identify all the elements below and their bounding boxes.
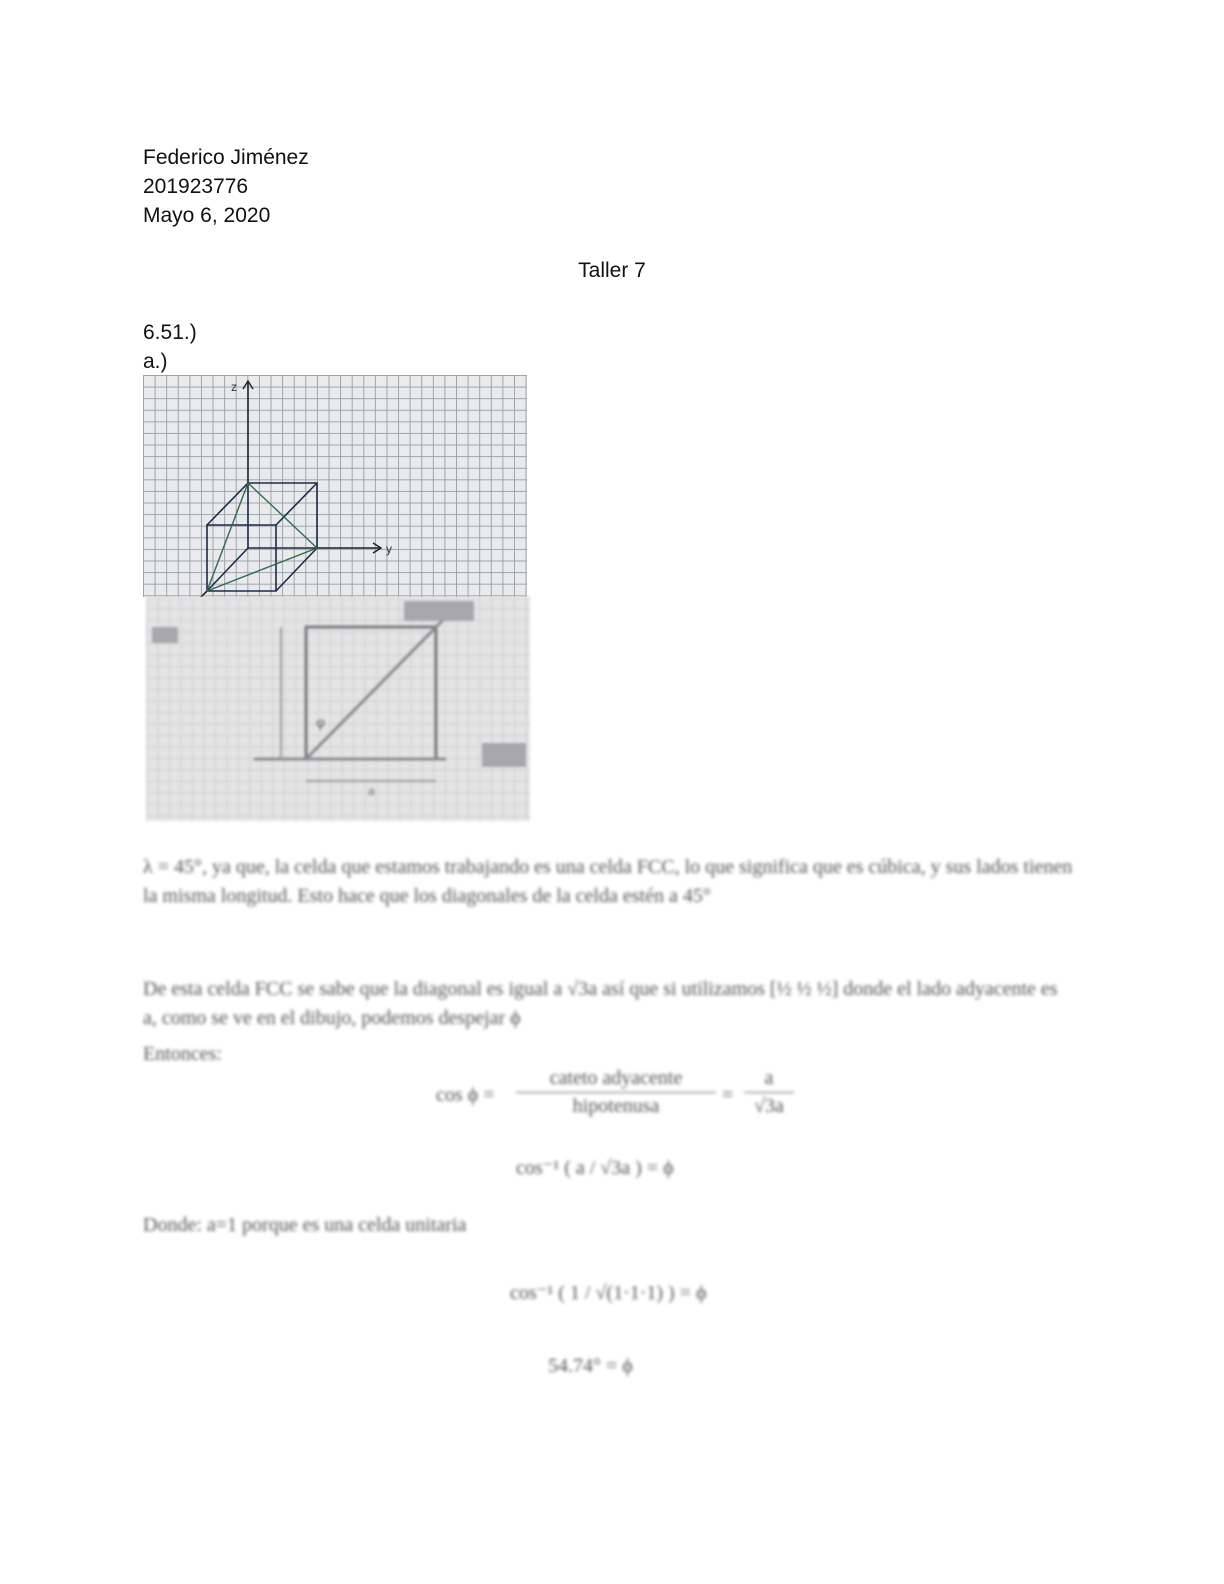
problem-number: 6.51.) bbox=[143, 321, 197, 344]
paragraph-entonces: Entonces: bbox=[143, 1043, 222, 1065]
paragraph-unit-cell: Donde: a=1 porque es una celda unitaria bbox=[143, 1214, 467, 1236]
cube-edge bbox=[276, 483, 317, 525]
z-axis-label: z bbox=[231, 380, 237, 394]
equation-arccos: cos⁻¹ ( a / √3a ) = ϕ bbox=[516, 1157, 674, 1179]
label-blot bbox=[404, 601, 474, 621]
cube-edge bbox=[276, 548, 317, 591]
problem-part: a.) bbox=[143, 350, 168, 373]
square-diagonal-photo bbox=[146, 597, 530, 821]
eq1-lhs: cos ϕ = bbox=[436, 1084, 495, 1106]
student-id: 201923776 bbox=[143, 175, 249, 198]
cube-edge bbox=[207, 548, 248, 591]
paragraph-diagonal-line2: lado adyacente es a, como se ve en el dibujo, podemos despejar ϕ bbox=[143, 978, 1058, 1029]
paragraph-angle-explanation: λ = 45°, ya que, la celda que estamos trabajando es una celda FCC, lo que significa que es cúbica, y sus lados tienen la misma longitud. Esto hace que los diagonales de la celda estén a 45° bbox=[143, 856, 1073, 907]
eq1-numerator: cateto adyacente bbox=[516, 1067, 716, 1093]
document-title: Taller 7 bbox=[578, 259, 646, 282]
eq1-denominator: hipotenusa bbox=[572, 1095, 660, 1117]
paragraph-diagonal-line1: De esta celda FCC se sabe que la diagonal es igual a √3a así que si utilizamos [½ ½ ½] donde el bbox=[143, 978, 917, 1000]
square-diagonal-sketch bbox=[146, 597, 530, 821]
label-blot bbox=[152, 627, 178, 643]
eq1-right-denominator: √3a bbox=[754, 1095, 784, 1117]
cube-sketch-photo bbox=[143, 375, 527, 597]
eq1-right-fraction bbox=[744, 1067, 794, 1118]
equation-cos-phi bbox=[436, 1067, 796, 1127]
eq1-right-numerator: a bbox=[744, 1067, 794, 1093]
document-date: Mayo 6, 2020 bbox=[143, 204, 271, 227]
author-name: Federico Jiménez bbox=[143, 146, 309, 169]
face-diagonal bbox=[207, 548, 317, 591]
face-diagonal bbox=[207, 483, 248, 591]
phi-label: φ bbox=[316, 714, 326, 730]
equation-result: 54.74° = ϕ bbox=[548, 1355, 633, 1377]
equation-arccos-unit: cos⁻¹ ( 1 / √(1·1·1) ) = ϕ bbox=[510, 1282, 707, 1304]
cube-sketch bbox=[143, 375, 527, 597]
side-label: a bbox=[368, 784, 375, 798]
eq1-fraction bbox=[516, 1067, 716, 1118]
label-blot bbox=[482, 743, 526, 767]
y-axis-label: y bbox=[386, 542, 392, 556]
eq1-equals: = bbox=[722, 1084, 734, 1106]
square-diagonal bbox=[306, 617, 446, 759]
cube-edge bbox=[207, 483, 248, 525]
paragraph-diagonal bbox=[143, 975, 1073, 1033]
